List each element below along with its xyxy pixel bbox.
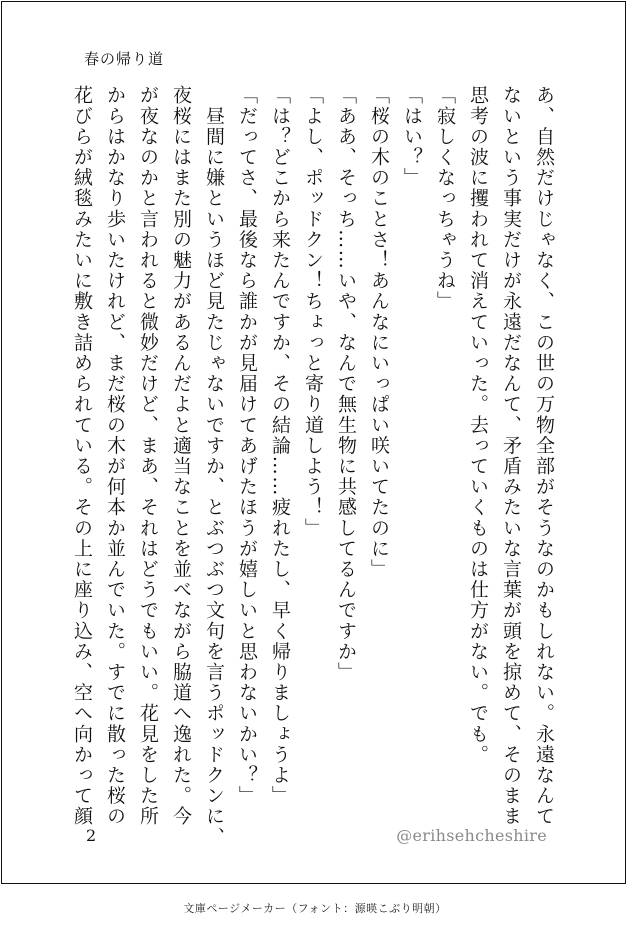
page-number: 2 [86, 826, 97, 845]
page-frame [1, 1, 626, 884]
author-handle: @erihsehcheshire [396, 826, 547, 845]
body-line: からはかなり歩いたけれど、まだ桜の木が何本か並んでいた。すでに散った桜の [104, 85, 126, 827]
body-line: ないという事実だけが永遠だなんて、矛盾みたいな言葉が頭を掠めて、そのまま [500, 85, 522, 827]
body-line: 花びらが絨毯みたいに敷き詰められている。その上に座り込み、空へ向かって顔 [71, 85, 93, 827]
running-header-title: 春の帰り道 [84, 50, 165, 68]
body-line: あ、自然だけじゃなく、この世の万物全部がそうなのかもしれない。永遠なんて [533, 85, 555, 827]
body-line: が夜なのかと言われると微妙だけど、まあ、それはどうでもいい。花見をした所 [137, 85, 159, 827]
body-line: 「ああ、そっち……いや、なんで無生物に共感してるんですか」 [335, 85, 357, 683]
body-line: 「桜の木のことさ！あんなにいっぱい咲いてたのに」 [368, 85, 390, 580]
body-line: 夜桜にはまた別の魅力があるんだよと適当なことを並べながら脇道へ逸れた。今 [170, 85, 192, 827]
body-line: 思考の波に攫われて消えていった。去っていくものは仕方がない。でも。 [467, 85, 489, 765]
body-line: 「寂しくなっちゃうね」 [434, 85, 456, 312]
body-line: 「だってさ、最後なら誰かが見届けてあげたほうが嬉しいと思わないかい？」 [236, 85, 258, 806]
body-line: 「は？どこから来たんですか、その結論……疲れたし、早く帰りましょうよ」 [269, 85, 291, 806]
body-line: 昼間に嫌というほど見たじゃないですか、とぶつぶつ文句を言うポッドクンに、 [203, 85, 225, 848]
body-line: 「よし、ポッドクン！ちょっと寄り道しよう！」 [302, 85, 324, 539]
generator-caption: 文庫ページメーカー（フォント：源暎こぶり明朝） [183, 902, 447, 915]
body-line: 「はい？」 [401, 85, 423, 188]
